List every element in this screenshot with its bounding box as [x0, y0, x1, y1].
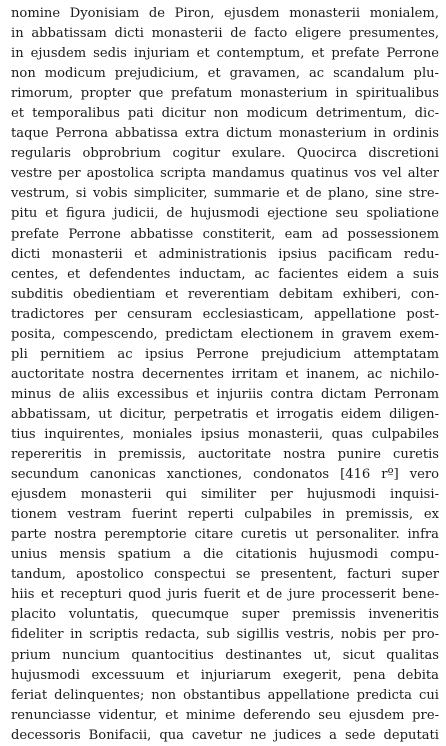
text-line: dicti monasterii et administrationis ipsius pacificam redu-: [11, 246, 439, 262]
text-line: tionem vestram fuerint reperti culpabiles in premissis, ex: [11, 507, 439, 523]
text-line: regularis obprobrium cogitur exulare. Quocirca discretioni: [11, 146, 439, 162]
text-line: fideliter in scriptis redacta, sub sigillis vestris, nobis per pro-: [11, 627, 439, 643]
text-line: minus de aliis excessibus et injuriis contra dictam Perronam: [11, 386, 439, 402]
text-line: placito voluntatis, quecumque super premissis inveneritis: [11, 607, 439, 623]
text-line: parte nostra peremptorie citare curetis ut personaliter. infra: [11, 527, 439, 543]
text-line: pli pernitiem ac ipsius Perrone prejudicium attemptatam: [11, 346, 439, 362]
text-line: posita, compescendo, predictam electionem in gravem exem-: [11, 326, 439, 342]
text-line: et temporalibus pati dicitur non modicum detrimentum, dic-: [11, 106, 439, 122]
text-line: prium nuncium quantocitius destinantes ut, sicut qualitas: [11, 647, 439, 663]
text-line: in ejusdem sedis injuriam et contemptum, et prefate Perrone: [11, 46, 439, 62]
text-line: decessoris Bonifacii, qua cavetur ne judices a sede deputati: [11, 727, 439, 743]
text-line: tradictores per censuram ecclesiasticam, appellatione post-: [11, 306, 439, 322]
text-line: abbatissam, ut dicitur, perpetratis et irrogatis eidem diligen-: [11, 406, 439, 422]
text-line: auctoritate nostra decernentes irritam et inanem, ac nichilo-: [11, 366, 439, 382]
text-line: nomine Dyonisiam de Piron, ejusdem monasterii monialem,: [11, 6, 439, 21]
text-line: vestrum, si vobis simpliciter, summarie et de plano, sine stre-: [11, 186, 439, 202]
body-text: [11, 4, 439, 746]
text-line: hiis et recepturi quod juris fuerit et de jure processerit bene-: [11, 587, 439, 603]
text-line: non modicum prejudicium, et gravamen, ac scandalum plu-: [11, 66, 439, 82]
text-line: ejusdem monasterii qui similiter per hujusmodi inquisi-: [11, 487, 439, 503]
text-line: vestre per apostolica scripta mandamus quatinus vos vel alter: [11, 166, 439, 182]
text-line: pitu et figura judicii, de hujusmodi ejectione seu spoliatione: [11, 206, 439, 222]
text-line: centes, et defendentes inductam, ac facientes eidem a suis: [11, 266, 439, 282]
text-line: tandum, apostolico conspectui se presentent, facturi super: [11, 567, 439, 583]
text-line: repereritis in premissis, auctoritate nostra punire curetis: [11, 447, 439, 463]
text-line: renunciasse videntur, et minime deferendo seu ejusdem pre-: [11, 707, 439, 723]
text-line: tius inquirentes, moniales ipsius monasterii, quas culpabiles: [11, 426, 439, 442]
text-line: unius mensis spatium a die citationis hujusmodi compu-: [11, 547, 439, 563]
text-line: prefate Perrone abbatisse constiterit, eam ad possessionem: [11, 226, 439, 242]
text-line: subditis obedientiam et reverentiam debitam exhiberi, con-: [11, 286, 439, 302]
text-line: hujusmodi excessuum et injuriarum exegerit, pena debita: [11, 667, 439, 683]
text-line: secundum canonicas xanctiones, condonatos [416 rº] vero: [11, 467, 439, 483]
text-line: taque Perrona abbatissa extra dictum monasterium in ordinis: [11, 126, 439, 142]
text-line: feriat delinquentes; non obstantibus appellatione predicta cui: [11, 687, 439, 703]
text-line: rimorum, propter que prefatum monasterium in spiritualibus: [11, 86, 439, 102]
text-line: in abbatissam dicti monasterii de facto eligere presumentes,: [11, 26, 439, 42]
document-page: [11, 4, 439, 746]
